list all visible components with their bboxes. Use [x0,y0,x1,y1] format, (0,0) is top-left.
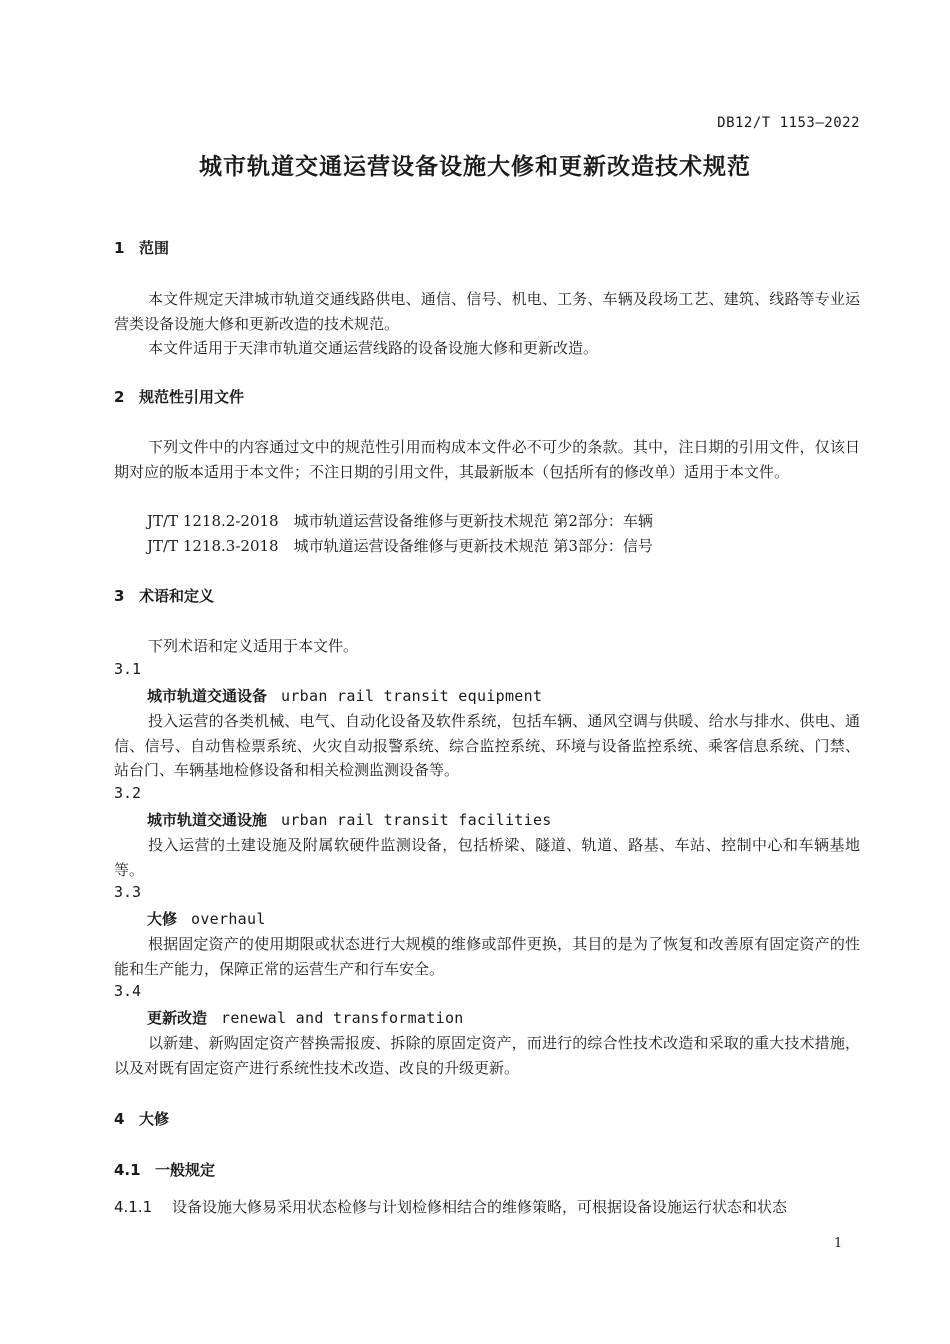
section-number: 4 [114,1110,125,1128]
term-number: 3.4 [114,982,142,1000]
term-english: renewal and transformation [221,1009,464,1027]
clause-4-1-1 [114,1196,787,1217]
reference-item-1: JT/T 1218.2-2018 城市轨道运营设备维修与更新技术规范 第2部分：车辆 [147,512,653,530]
normative-references-paragraph: 下列文件中的内容通过文中的规范性引用而构成本文件必不可少的条款。其中，注日期的引用文件，仅该日期对应的版本适用于本文件；不注日期的引用文件，其最新版本（包括所有的修改单）适用于本文件。 [114,438,860,481]
subsection-number: 4.1 [114,1161,141,1179]
document-title: 城市轨道交通运营设备设施大修和更新改造技术规范 [199,154,751,180]
section-1-heading [114,237,169,258]
section-title: 大修 [139,1110,170,1128]
term-entry [147,908,266,929]
document-number: DB12/T 1153—2022 [717,115,860,131]
term-entry [147,1007,464,1028]
term-english: urban rail transit facilities [281,811,552,829]
term-number: 3.3 [114,883,142,901]
page-number: 1 [834,1236,843,1251]
clause-text: 设备设施大修易采用状态检修与计划检修相结合的维修策略，可根据设备设施运行状态和状态 [172,1198,788,1216]
subsection-4-1-heading [114,1159,215,1180]
section-number: 1 [114,239,125,257]
term-number: 3.2 [114,784,142,802]
section-number: 2 [114,388,125,406]
term-chinese: 城市轨道交通设备 [147,687,268,705]
clause-number: 4.1.1 [114,1198,153,1216]
term-entry [147,809,552,830]
scope-paragraph-2: 本文件适用于天津市轨道交通运营线路的设备设施大修和更新改造。 [148,339,599,357]
reference-item-2: JT/T 1218.3-2018 城市轨道运营设备维修与更新技术规范 第3部分：信号 [147,537,653,555]
term-definition: 根据固定资产的使用期限或状态进行大规模的维修或部件更换，其目的是为了恢复和改善原有固定资产的性能和生产能力，保障正常的运营生产和行车安全。 [114,935,860,978]
section-2-heading [114,386,244,407]
term-english: urban rail transit equipment [281,687,543,705]
scope-paragraph-1: 本文件规定天津城市轨道交通线路供电、通信、信号、机电、工务、车辆及段场工艺、建筑、线路等专业运营类设备设施大修和更新改造的技术规范。 [114,290,860,333]
section-3-heading [114,585,214,606]
term-chinese: 城市轨道交通设施 [147,811,268,829]
section-4-heading [114,1108,169,1129]
section-title: 规范性引用文件 [139,388,245,406]
term-definition: 投入运营的土建设施及附属软硬件监测设备，包括桥梁、隧道、轨道、路基、车站、控制中心和车辆基地等。 [114,836,860,879]
term-definition: 以新建、新购固定资产替换需报废、拆除的原固定资产，而进行的综合性技术改造和采取的重大技术措施，以及对既有固定资产进行系统性技术改造、改良的升级更新。 [114,1034,860,1077]
subsection-title: 一般规定 [155,1161,216,1179]
term-definition: 投入运营的各类机械、电气、自动化设备及软件系统，包括车辆、通风空调与供暖、给水与排水、供电、通信、信号、自动售检票系统、火灾自动报警系统、综合监控系统、环境与设备监控系统、乘客信息系统、门禁、站台门、车辆基地检修设备和相关检测监测设备等。 [114,712,860,779]
term-chinese: 大修 [147,910,178,928]
section-title: 范围 [139,239,170,257]
terms-intro: 下列术语和定义适用于本文件。 [148,637,359,655]
term-entry [147,685,542,706]
term-number: 3.1 [114,660,142,678]
section-title: 术语和定义 [139,587,215,605]
term-chinese: 更新改造 [147,1009,208,1027]
term-english: overhaul [191,910,266,928]
section-number: 3 [114,587,125,605]
